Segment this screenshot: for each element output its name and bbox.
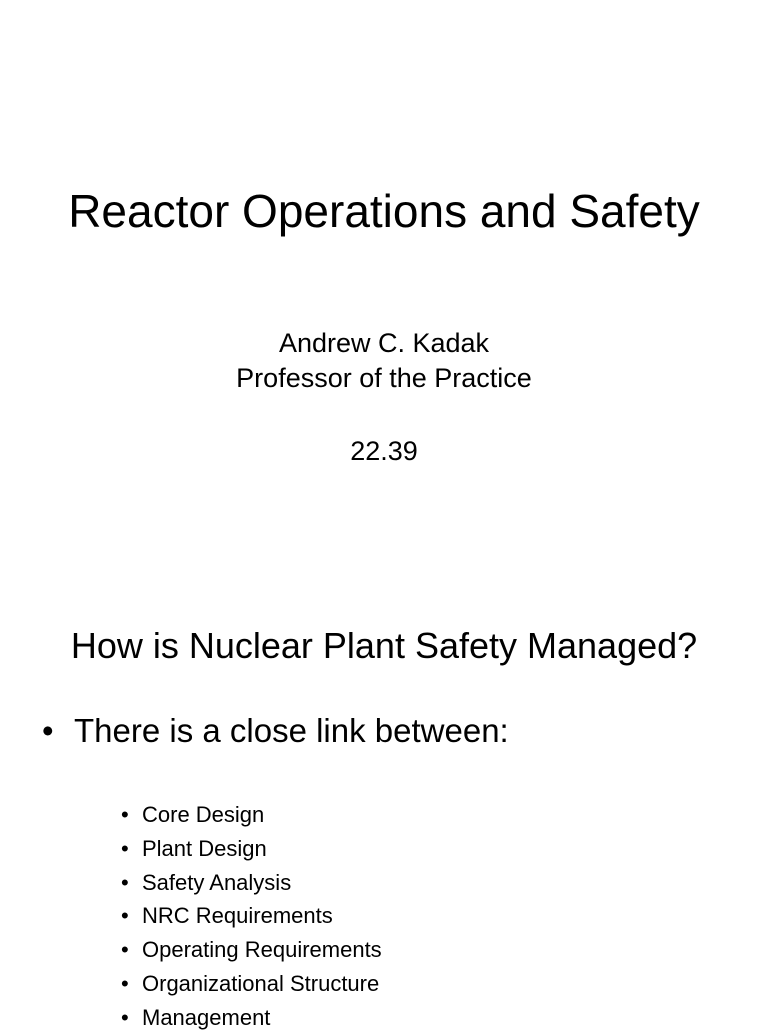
- list-item-text: Core Design: [142, 802, 265, 827]
- author-title: Professor of the Practice: [236, 363, 532, 393]
- bullet-icon: •: [121, 937, 129, 963]
- list-item: [121, 798, 382, 832]
- bullet-icon: •: [121, 1004, 129, 1030]
- list-item: [121, 967, 382, 1001]
- bullet-icon: •: [121, 802, 129, 827]
- author-block: [0, 326, 768, 396]
- list-item: [121, 1001, 382, 1035]
- bullet-icon: •: [42, 712, 54, 749]
- author-name: Andrew C. Kadak: [278, 328, 490, 358]
- list-item-text: Organizational Structure: [142, 970, 380, 996]
- list-item-text: Operating Requirements: [142, 937, 382, 963]
- list-item-text: NRC Requirements: [142, 903, 333, 929]
- slide-heading: How is Nuclear Plant Safety Managed?: [70, 625, 698, 666]
- list-item-text: Plant Design: [142, 835, 267, 861]
- main-bullet-text: There is a close link between:: [74, 712, 509, 749]
- course-number: 22.39: [350, 436, 418, 466]
- sub-bullet-list: [121, 798, 382, 1035]
- list-item: [121, 933, 382, 967]
- list-item: [121, 832, 382, 866]
- bullet-icon: •: [121, 869, 129, 895]
- list-item-text: Safety Analysis: [142, 869, 292, 895]
- slide-title: Reactor Operations and Safety: [68, 185, 700, 237]
- list-item: [121, 866, 382, 900]
- list-item: [121, 899, 382, 933]
- bullet-icon: •: [121, 835, 129, 861]
- list-item-text: Management: [142, 1004, 271, 1030]
- bullet-icon: •: [121, 970, 129, 996]
- bullet-icon: •: [121, 903, 129, 929]
- main-bullet: [42, 710, 509, 752]
